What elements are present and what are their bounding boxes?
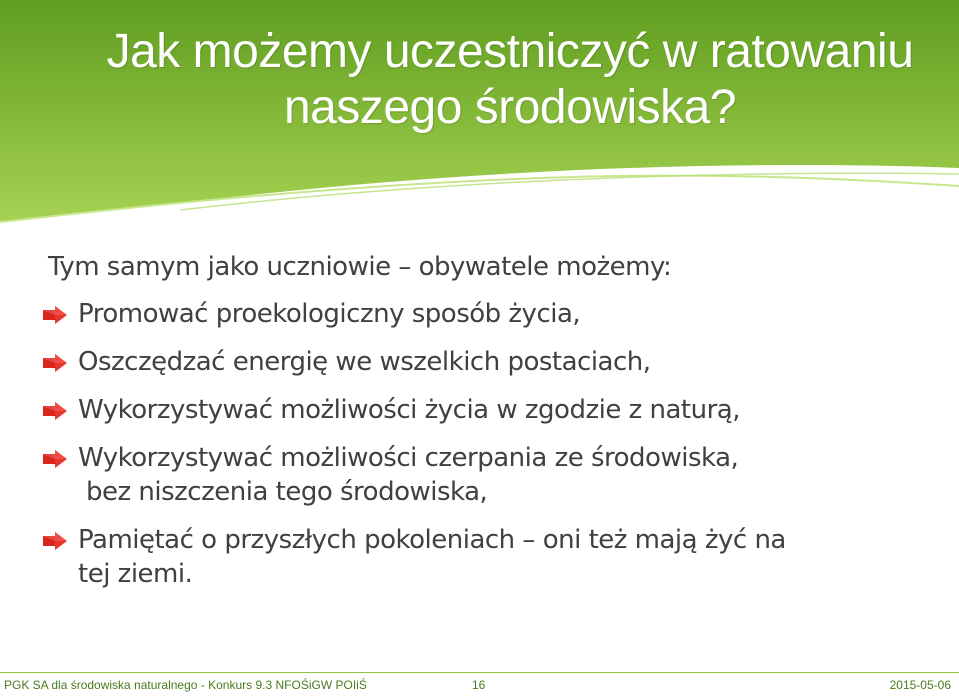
intro-text: Tym samym jako uczniowie – obywatele możemy:: [48, 252, 672, 282]
slide-title: Jak możemy uczestniczyć w ratowaniu naszego środowiska?: [106, 25, 914, 134]
red-arrow-bullet-icon: [42, 401, 68, 421]
footer-date: 2015-05-06: [889, 678, 951, 692]
page-number: 16: [472, 678, 486, 692]
red-arrow-bullet-icon: [42, 305, 68, 325]
list-item: [48, 345, 928, 379]
slide-footer: [0, 670, 959, 697]
red-arrow-bullet-icon: [42, 449, 68, 469]
bullet-text: Wykorzystywać możliwości czerpania ze środowiska,: [78, 443, 739, 473]
bullet-continuation-text: tej ziemi.: [78, 559, 193, 589]
footer-caption: PGK SA dla środowiska naturalnego - Konkurs 9.3 NFOŚiGW POIiŚ: [4, 678, 367, 692]
bullet-text: Wykorzystywać możliwości życia w zgodzie z naturą,: [78, 395, 740, 425]
bullet-text: Promować proekologiczny sposób życia,: [78, 299, 581, 329]
bullet-text: Oszczędzać energię we wszelkich postaciach,: [78, 347, 651, 377]
slide-body: [48, 250, 928, 605]
bullet-list: [48, 297, 928, 591]
list-item: [48, 441, 928, 509]
bullet-text: Pamiętać o przyszłych pokoleniach – oni też mają żyć na: [78, 525, 786, 555]
list-item: [48, 393, 928, 427]
list-item: [48, 523, 928, 591]
title-banner: [0, 0, 959, 240]
red-arrow-bullet-icon: [42, 353, 68, 373]
bullet-continuation-text: bez niszczenia tego środowiska,: [86, 477, 488, 507]
footer-divider: [0, 672, 959, 673]
list-item: [48, 297, 928, 331]
red-arrow-bullet-icon: [42, 531, 68, 551]
